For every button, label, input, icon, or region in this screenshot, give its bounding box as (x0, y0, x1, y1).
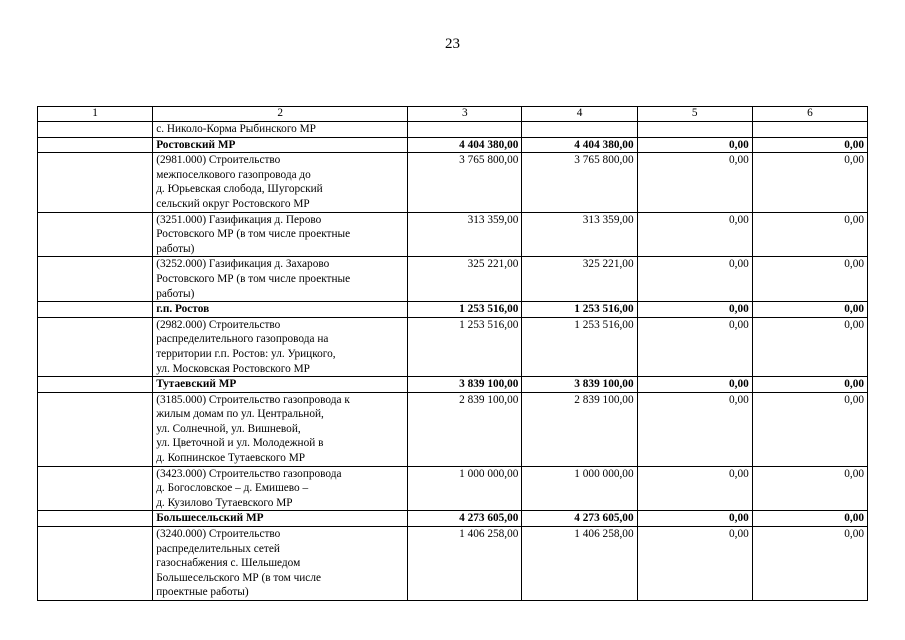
amount-col5-cell: 0,00 (637, 302, 752, 318)
amount-col4-cell: 1 253 516,00 (522, 317, 637, 376)
amount-col4-cell: 313 359,00 (522, 212, 637, 257)
table-row (38, 392, 868, 466)
group-total-row (38, 511, 868, 527)
amount-col6-cell (752, 122, 867, 138)
amount-col6-cell: 0,00 (752, 212, 867, 257)
row-number-cell (38, 466, 153, 511)
item-name-cell: (2981.000) Строительство межпоселкового газопровода до д. Юрьевская слобода, Шугорский сельский округ Ростовского МР (153, 153, 408, 212)
table-row (38, 317, 868, 376)
group-total-row (38, 302, 868, 318)
amount-col5-cell: 0,00 (637, 392, 752, 466)
amount-col4-cell: 1 000 000,00 (522, 466, 637, 511)
group-total-row (38, 377, 868, 393)
item-name-cell: (3252.000) Газификация д. Захарово Ростовского МР (в том числе проектные работы) (153, 257, 408, 302)
column-header-2: 2 (153, 107, 408, 122)
amount-col4-cell: 1 406 258,00 (522, 527, 637, 601)
amount-col6-cell: 0,00 (752, 392, 867, 466)
amount-col5-cell: 0,00 (637, 257, 752, 302)
amount-col6-cell: 0,00 (752, 317, 867, 376)
item-name-cell: (3251.000) Газификация д. Перово Ростовского МР (в том числе проектные работы) (153, 212, 408, 257)
amount-col3-cell (408, 122, 522, 138)
amount-col5-cell: 0,00 (637, 153, 752, 212)
amount-col4-cell: 325 221,00 (522, 257, 637, 302)
item-name-cell: (2982.000) Строительство распределительного газопровода на территории г.п. Ростов: ул. Урицкого, ул. Московская Ростовского МР (153, 317, 408, 376)
item-name-cell: Ростовский МР (153, 137, 408, 153)
amount-col3-cell: 4 273 605,00 (408, 511, 522, 527)
table-row (38, 153, 868, 212)
amount-col4-cell: 3 839 100,00 (522, 377, 637, 393)
amount-col3-cell: 4 404 380,00 (408, 137, 522, 153)
row-number-cell (38, 302, 153, 318)
row-number-cell (38, 122, 153, 138)
amount-col4-cell: 1 253 516,00 (522, 302, 637, 318)
column-header-6: 6 (752, 107, 867, 122)
amount-col4-cell (522, 122, 637, 138)
amount-col5-cell: 0,00 (637, 377, 752, 393)
column-header-4: 4 (522, 107, 637, 122)
amount-col3-cell: 1 253 516,00 (408, 317, 522, 376)
amount-col3-cell: 3 765 800,00 (408, 153, 522, 212)
item-name-cell: (3185.000) Строительство газопровода к жилым домам по ул. Центральной, ул. Солнечной, ул. Вишневой, ул. Цветочной и ул. Молодежной в д. Копнинское Тутаевского МР (153, 392, 408, 466)
column-header-1: 1 (38, 107, 153, 122)
amount-col3-cell: 1 253 516,00 (408, 302, 522, 318)
table-row (38, 212, 868, 257)
amount-col3-cell: 2 839 100,00 (408, 392, 522, 466)
row-number-cell (38, 511, 153, 527)
table-row (38, 466, 868, 511)
amount-col6-cell: 0,00 (752, 527, 867, 601)
table-row (38, 122, 868, 138)
row-number-cell (38, 153, 153, 212)
amount-col3-cell: 1 406 258,00 (408, 527, 522, 601)
row-number-cell (38, 257, 153, 302)
amount-col4-cell: 2 839 100,00 (522, 392, 637, 466)
amount-col6-cell: 0,00 (752, 137, 867, 153)
amount-col5-cell: 0,00 (637, 317, 752, 376)
item-name-cell: г.п. Ростов (153, 302, 408, 318)
amount-col6-cell: 0,00 (752, 257, 867, 302)
amount-col6-cell: 0,00 (752, 153, 867, 212)
table-row (38, 527, 868, 601)
amount-col5-cell (637, 122, 752, 138)
item-name-cell: Большесельский МР (153, 511, 408, 527)
amount-col3-cell: 1 000 000,00 (408, 466, 522, 511)
amount-col4-cell: 4 404 380,00 (522, 137, 637, 153)
amount-col3-cell: 325 221,00 (408, 257, 522, 302)
amount-col6-cell: 0,00 (752, 466, 867, 511)
row-number-cell (38, 527, 153, 601)
amount-col5-cell: 0,00 (637, 527, 752, 601)
amount-col5-cell: 0,00 (637, 212, 752, 257)
item-name-cell: (3240.000) Строительство распределительных сетей газоснабжения с. Шельшедом Большесельского МР (в том числе проектные работы) (153, 527, 408, 601)
row-number-cell (38, 212, 153, 257)
amount-col5-cell: 0,00 (637, 466, 752, 511)
table-row (38, 257, 868, 302)
row-number-cell (38, 317, 153, 376)
amount-col6-cell: 0,00 (752, 377, 867, 393)
item-name-cell: с. Николо-Корма Рыбинского МР (153, 122, 408, 138)
table-body (38, 122, 868, 601)
row-number-cell (38, 137, 153, 153)
amount-col6-cell: 0,00 (752, 302, 867, 318)
amount-col4-cell: 4 273 605,00 (522, 511, 637, 527)
amount-col5-cell: 0,00 (637, 511, 752, 527)
amount-col6-cell: 0,00 (752, 511, 867, 527)
column-header-5: 5 (637, 107, 752, 122)
amount-col4-cell: 3 765 800,00 (522, 153, 637, 212)
item-name-cell: (3423.000) Строительство газопровода д. Богословское – д. Емишево – д. Кузилово Тутаевского МР (153, 466, 408, 511)
page-number: 23 (445, 36, 460, 52)
item-name-cell: Тутаевский МР (153, 377, 408, 393)
row-number-cell (38, 392, 153, 466)
column-header-3: 3 (408, 107, 522, 122)
header-row (38, 107, 868, 122)
amount-col3-cell: 313 359,00 (408, 212, 522, 257)
group-total-row (38, 137, 868, 153)
amount-col5-cell: 0,00 (637, 137, 752, 153)
amount-col3-cell: 3 839 100,00 (408, 377, 522, 393)
row-number-cell (38, 377, 153, 393)
budget-table (37, 106, 868, 601)
